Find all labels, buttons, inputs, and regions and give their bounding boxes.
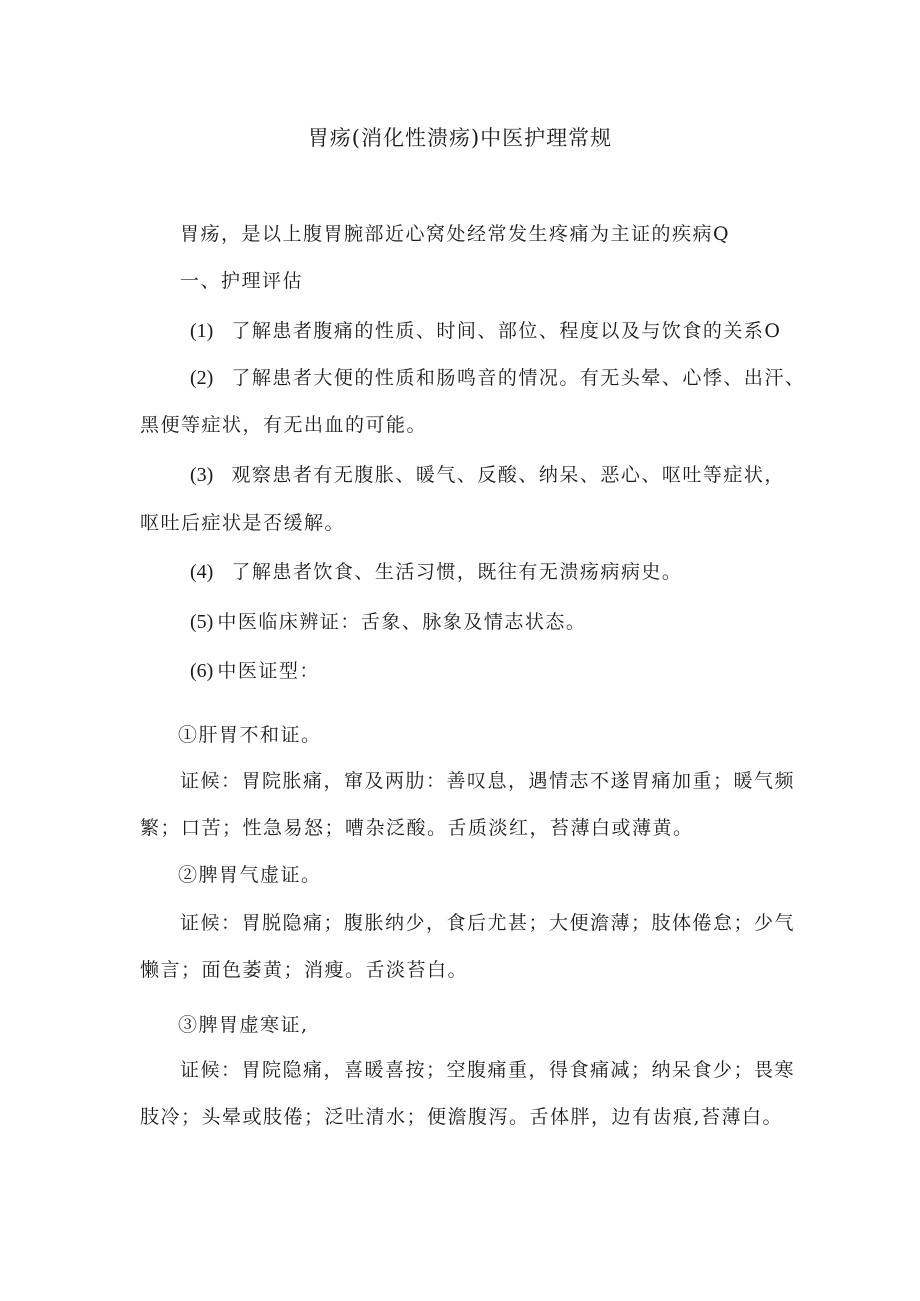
page-title: 胃疡(消化性溃疡)中医护理常规: [307, 126, 613, 150]
item-number: (4): [190, 561, 214, 583]
intro-paragraph: 胃疡，是以上腹胃腕部近心窝处经常发生疼痛为主证的疾病Q: [180, 223, 731, 245]
item-number: (1): [190, 320, 214, 342]
assessment-item-3: [190, 462, 785, 488]
syndrome-1-name: ①肝胃不和证。: [178, 724, 322, 746]
item-number: (3): [190, 464, 214, 486]
item-text: 了解患者腹痛的性质、时间、部位、程度以及与饮食的关系O: [231, 320, 782, 342]
syndrome-2-name: ②脾胃气虚证。: [178, 864, 322, 886]
item-number: (5): [190, 611, 214, 633]
syndrome-2-symptoms-line1: 证候：胃脱隐痛；腹胀纳少，食后尤甚；大便澹薄；肢体倦怠；少气: [180, 912, 796, 934]
syndrome-2-symptoms-line2: 懒言；面色萎黄；消瘦。舌淡苔白。: [140, 959, 469, 981]
syndrome-1-symptoms-line2: 繁；口苦；性急易怒；嘈杂泛酸。舌质淡红，苔薄白或薄黄。: [140, 817, 694, 839]
syndrome-3-symptoms-line2: 肢冷；头晕或肢倦；泛吐清水；便澹腹泻。舌体胖，边有齿痕,苔薄白。: [140, 1106, 784, 1128]
assessment-item-6: [190, 658, 320, 684]
assessment-item-2: [190, 365, 805, 391]
assessment-item-3-continuation: 呕吐后症状是否缓解。: [140, 512, 346, 534]
syndrome-3-symptoms-line1: 证候：胃院隐痛，喜暖喜按；空腹痛重，得食痛减；纳呆食少；畏寒: [180, 1059, 796, 1081]
item-text: 了解患者大便的性质和肠鸣音的情况。有无头晕、心悸、出汗、: [231, 367, 806, 389]
item-text: 了解患者饮食、生活习惯，既往有无溃疡病病史。: [231, 561, 683, 583]
item-number: (2): [190, 367, 214, 389]
syndrome-3-name: ③脾胃虚寒证,: [178, 1014, 309, 1036]
assessment-item-1: [190, 318, 781, 344]
item-text: 中医临床辨证：舌象、脉象及情志状态。: [217, 611, 587, 633]
section-heading: 一、护理评估: [180, 270, 304, 292]
item-text: 中医证型：: [217, 660, 320, 682]
assessment-item-2-continuation: 黑便等症状，有无出血的可能。: [140, 414, 428, 436]
syndrome-1-symptoms-line1: 证候：胃院胀痛，窜及两肋：善叹息，遇情志不遂胃痛加重；暖气频: [180, 770, 796, 792]
item-number: (6): [190, 660, 214, 682]
assessment-item-5: [190, 609, 586, 635]
item-text: 观察患者有无腹胀、暖气、反酸、纳呆、恶心、呕吐等症状，: [231, 464, 785, 486]
assessment-item-4: [190, 559, 682, 585]
